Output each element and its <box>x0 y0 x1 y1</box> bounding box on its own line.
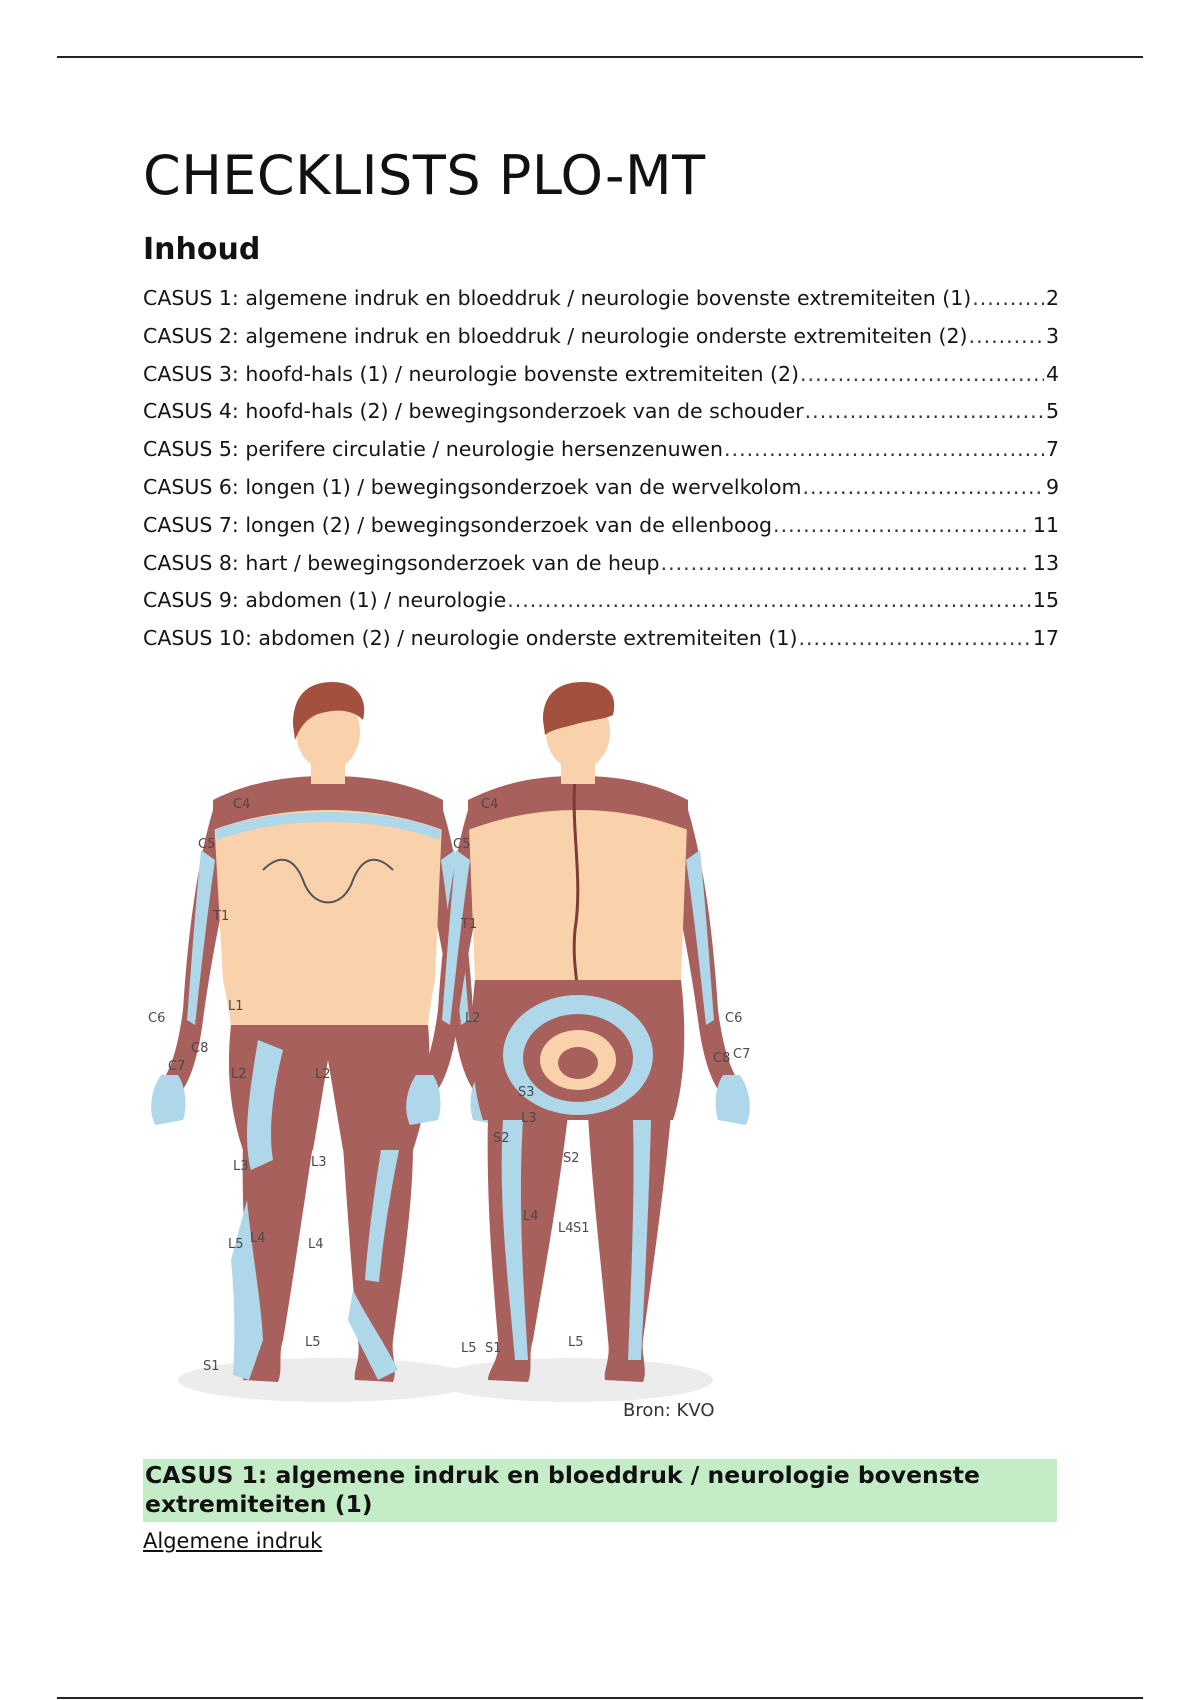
back-dermatome-label: C4 <box>481 796 499 812</box>
front-dermatome-label: L4 <box>308 1236 324 1252</box>
toc-entry-page: 2 <box>1045 286 1059 310</box>
document-body <box>143 140 1059 1420</box>
page-top-rule <box>57 56 1143 58</box>
toc-entry-title: CASUS 6: longen (1) / bewegingsonderzoek van de wervelkolom <box>143 474 802 499</box>
toc-entry-title: CASUS 2: algemene indruk en bloeddruk / neurologie onderste extremiteiten (2) <box>143 323 968 348</box>
toc-entry-title: CASUS 8: hart / bewegingsonderzoek van de heup <box>143 550 660 575</box>
front-dermatome-label: L3 <box>311 1154 327 1170</box>
front-dermatome-label: T1 <box>213 908 230 924</box>
section-heading-casus-1: CASUS 1: algemene indruk en bloeddruk / neurologie bovenste extremiteiten (1) <box>143 1459 1057 1522</box>
toc-leader-dots <box>772 507 1031 545</box>
toc-entry-title: CASUS 1: algemene indruk en bloeddruk / neurologie bovenste extremiteiten (1) <box>143 286 972 310</box>
back-dermatome-label: L5 <box>568 1334 584 1350</box>
back-dermatome-label: C8 <box>713 1050 731 1066</box>
toc-leader-dots <box>723 431 1044 469</box>
toc-entry[interactable] <box>143 356 1059 394</box>
toc-entry-title: CASUS 5: perifere circulatie / neurologie hersenzenuwen <box>143 437 724 462</box>
toc-entry-page: 15 <box>1032 588 1059 613</box>
toc-entry-page: 11 <box>1032 512 1059 537</box>
back-dermatome-label: S2 <box>563 1150 580 1166</box>
toc-entry-page: 13 <box>1032 550 1059 575</box>
table-of-contents <box>143 280 1059 658</box>
front-dermatome-label: L2 <box>315 1066 331 1082</box>
toc-entry[interactable] <box>143 507 1059 545</box>
back-dermatome-label: T1 <box>461 916 478 932</box>
toc-entry-page: 4 <box>1045 361 1059 386</box>
toc-entry[interactable] <box>143 582 1059 620</box>
subsection-heading: Algemene indruk <box>143 1529 323 1553</box>
back-dermatome-label: S3 <box>518 1084 535 1100</box>
toc-entry[interactable] <box>143 545 1059 583</box>
dermatome-illustration <box>143 680 763 1420</box>
toc-entry-page: 17 <box>1032 626 1059 651</box>
toc-entry-page: 5 <box>1045 399 1059 424</box>
front-dermatome-label: C5 <box>198 836 216 852</box>
toc-heading: Inhoud <box>143 232 261 267</box>
toc-entry-title: CASUS 7: longen (2) / bewegingsonderzoek van de ellenboog <box>143 512 773 537</box>
back-dermatome-label: S2 <box>493 1130 510 1146</box>
front-dermatome-label: C7 <box>168 1058 186 1074</box>
back-dermatome-label: S1 <box>573 1220 590 1236</box>
toc-entry-page: 7 <box>1045 437 1059 462</box>
toc-leader-dots <box>797 620 1030 658</box>
toc-leader-dots <box>506 582 1031 620</box>
toc-leader-dots <box>799 356 1044 394</box>
back-dermatome-label: L4 <box>558 1220 574 1236</box>
toc-entry-page: 9 <box>1045 474 1059 499</box>
back-dermatome-label: L5 <box>461 1340 477 1356</box>
toc-leader-dots <box>971 280 1044 318</box>
toc-entry-title: CASUS 9: abdomen (1) / neurologie <box>143 588 507 613</box>
front-dermatome-label: L1 <box>228 998 244 1014</box>
page-bottom-rule <box>57 1697 1143 1699</box>
back-dermatome-label: L4 <box>523 1208 539 1224</box>
toc-entry-title: CASUS 3: hoofd-hals (1) / neurologie bovenste extremiteiten (2) <box>143 361 800 386</box>
front-dermatome-label: L5 <box>305 1334 321 1350</box>
back-dermatome-label: S1 <box>485 1340 502 1356</box>
toc-leader-dots <box>660 545 1031 583</box>
figure-source-caption: Bron: KVO <box>623 1399 715 1421</box>
toc-entry[interactable] <box>143 620 1059 658</box>
toc-entry-title: CASUS 4: hoofd-hals (2) / bewegingsonderzoek van de schouder <box>143 399 804 424</box>
front-dermatome-label: C4 <box>233 796 251 812</box>
front-dermatome-label: S1 <box>203 1358 220 1374</box>
toc-entry[interactable] <box>143 280 1059 318</box>
back-dermatome-label: C5 <box>453 836 471 852</box>
toc-entry-page: 3 <box>1045 323 1059 348</box>
front-dermatome-label: C6 <box>148 1010 166 1026</box>
toc-entry[interactable] <box>143 393 1059 431</box>
back-dermatome-label: L2 <box>465 1010 481 1026</box>
toc-entry-title: CASUS 10: abdomen (2) / neurologie onderste extremiteiten (1) <box>143 626 798 651</box>
toc-leader-dots <box>801 469 1043 507</box>
front-dermatome-label: L4 <box>250 1230 266 1246</box>
back-dermatome-label: C7 <box>733 1046 751 1062</box>
document-title: CHECKLISTS PLO-MT <box>143 144 706 207</box>
front-dermatome-label: L2 <box>231 1066 247 1082</box>
dermatome-figure <box>143 680 763 1420</box>
back-dermatome-label: L3 <box>521 1110 537 1126</box>
toc-entry[interactable] <box>143 318 1059 356</box>
toc-leader-dots <box>968 318 1044 356</box>
toc-entry[interactable] <box>143 431 1059 469</box>
toc-leader-dots <box>804 393 1044 431</box>
front-dermatome-label: C8 <box>191 1040 209 1056</box>
front-dermatome-label: L5 <box>228 1236 244 1252</box>
toc-entry[interactable] <box>143 469 1059 507</box>
back-dermatome-label: C6 <box>725 1010 743 1026</box>
front-dermatome-label: L3 <box>233 1158 249 1174</box>
